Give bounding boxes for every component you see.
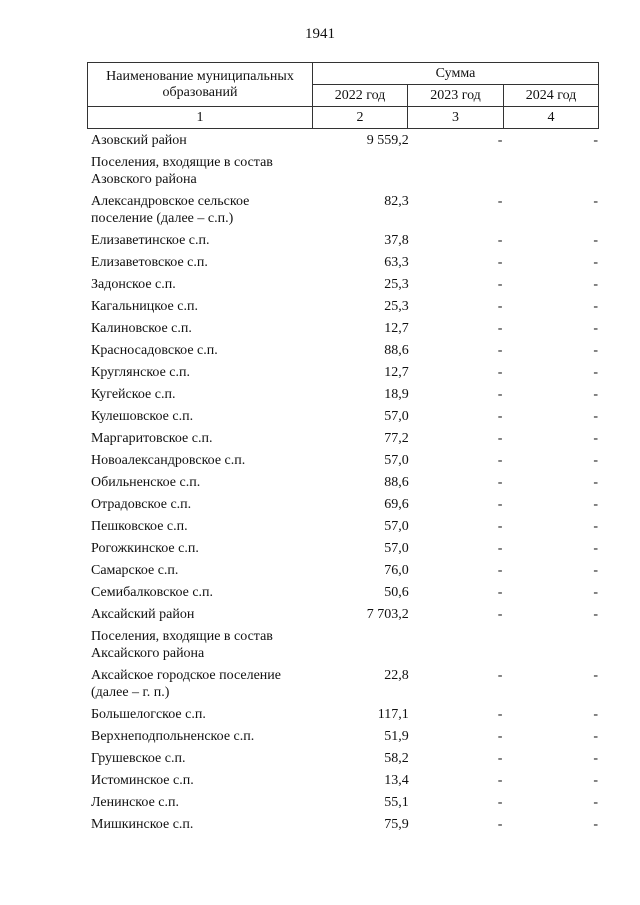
row-value-2023: - xyxy=(497,255,503,270)
table-row xyxy=(87,728,598,745)
row-value-2022: 88,6 xyxy=(384,475,409,490)
table-row xyxy=(87,667,598,701)
row-value-2022: 69,6 xyxy=(384,497,409,512)
row-value-2023: - xyxy=(497,133,503,148)
header-year-2024: 2024 год xyxy=(504,85,599,107)
table-row xyxy=(87,496,598,513)
row-value-2024: - xyxy=(593,233,598,248)
row-name: Поселения, входящие в состав Азовского района xyxy=(91,155,273,187)
table-row xyxy=(87,132,598,149)
row-name: Отрадовское с.п. xyxy=(91,497,192,512)
row-value-2023: - xyxy=(497,387,503,402)
row-value-2022: 57,0 xyxy=(384,541,409,556)
table-row xyxy=(87,794,598,811)
row-name: Верхнеподпольненское с.п. xyxy=(91,729,255,744)
row-value-2022: 57,0 xyxy=(384,409,409,424)
table-row xyxy=(87,562,598,579)
row-name: Поселения, входящие в состав Аксайского района xyxy=(91,629,273,661)
row-name: Аксайское городское поселение (далее – г. п.) xyxy=(91,668,281,700)
header-col-num-4: 4 xyxy=(504,107,599,129)
row-value-2024: - xyxy=(593,795,598,810)
header-name-column: Наименование муниципальных образований xyxy=(88,63,313,107)
table-row xyxy=(87,606,598,623)
row-value-2022: 76,0 xyxy=(384,563,409,578)
row-value-2022: 18,9 xyxy=(384,387,409,402)
row-value-2022: 117,1 xyxy=(377,707,409,722)
row-value-2022: 37,8 xyxy=(384,233,409,248)
row-value-2024: - xyxy=(593,299,598,314)
row-value-2023: - xyxy=(497,233,503,248)
row-value-2023: - xyxy=(497,409,503,424)
row-value-2022: 55,1 xyxy=(384,795,409,810)
row-name: Ленинское с.п. xyxy=(91,795,179,810)
table-row xyxy=(87,408,598,425)
row-value-2024: - xyxy=(593,729,598,744)
row-name: Истоминское с.п. xyxy=(91,773,194,788)
row-value-2024: - xyxy=(593,453,598,468)
row-value-2024: - xyxy=(593,475,598,490)
table-row xyxy=(87,254,598,271)
header-col-num-1: 1 xyxy=(88,107,313,129)
header-year-2023: 2023 год xyxy=(408,85,504,107)
row-value-2024: - xyxy=(593,668,598,683)
table-row xyxy=(87,298,598,315)
row-value-2023: - xyxy=(497,707,503,722)
row-value-2023: - xyxy=(497,751,503,766)
table-row xyxy=(87,816,598,833)
row-value-2023: - xyxy=(497,563,503,578)
row-value-2023: - xyxy=(497,299,503,314)
row-value-2023: - xyxy=(497,343,503,358)
row-value-2022: 12,7 xyxy=(384,365,409,380)
row-value-2023: - xyxy=(497,607,503,622)
row-value-2022: 58,2 xyxy=(384,751,409,766)
row-value-2022: 77,2 xyxy=(384,431,409,446)
row-value-2023: - xyxy=(497,194,503,209)
row-value-2022: 57,0 xyxy=(384,519,409,534)
table-row xyxy=(87,430,598,447)
table-row xyxy=(87,772,598,789)
row-value-2024: - xyxy=(593,409,598,424)
row-value-2022: 25,3 xyxy=(384,277,409,292)
row-value-2024: - xyxy=(593,817,598,832)
row-value-2024: - xyxy=(593,541,598,556)
table-row xyxy=(87,320,598,337)
row-name: Елизаветовское с.п. xyxy=(91,255,208,270)
row-value-2022: 88,6 xyxy=(384,343,409,358)
table-row xyxy=(87,518,598,535)
row-name: Обильненское с.п. xyxy=(91,475,201,490)
row-value-2023: - xyxy=(497,817,503,832)
table-row xyxy=(87,364,598,381)
row-value-2024: - xyxy=(593,707,598,722)
row-name: Калиновское с.п. xyxy=(91,321,192,336)
header-sum-column: Сумма xyxy=(313,63,599,85)
row-name: Пешковское с.п. xyxy=(91,519,188,534)
row-name: Круглянское с.п. xyxy=(91,365,190,380)
table-row xyxy=(87,750,598,767)
table-row xyxy=(87,193,598,227)
row-value-2023: - xyxy=(497,795,503,810)
row-value-2022: 22,8 xyxy=(384,668,409,683)
row-value-2023: - xyxy=(497,541,503,556)
row-name: Елизаветинское с.п. xyxy=(91,233,210,248)
row-name: Грушевское с.п. xyxy=(91,751,186,766)
row-name: Самарское с.п. xyxy=(91,563,179,578)
row-value-2023: - xyxy=(497,475,503,490)
row-value-2023: - xyxy=(497,365,503,380)
row-name: Кулешовское с.п. xyxy=(91,409,194,424)
row-name: Маргаритовское с.п. xyxy=(91,431,213,446)
table-body xyxy=(87,132,598,838)
row-value-2024: - xyxy=(593,133,598,148)
row-value-2022: 82,3 xyxy=(384,194,409,209)
row-value-2023: - xyxy=(497,321,503,336)
row-value-2024: - xyxy=(593,321,598,336)
table-row xyxy=(87,584,598,601)
row-value-2023: - xyxy=(497,497,503,512)
table-row xyxy=(87,232,598,249)
row-value-2024: - xyxy=(593,365,598,380)
page-number: 1941 xyxy=(305,26,335,42)
table-row xyxy=(87,540,598,557)
row-name: Азовский район xyxy=(91,133,187,148)
row-name: Кугейское с.п. xyxy=(91,387,176,402)
row-value-2024: - xyxy=(593,277,598,292)
row-value-2024: - xyxy=(593,563,598,578)
row-name: Мишкинское с.п. xyxy=(91,817,194,832)
table-row xyxy=(87,474,598,491)
header-year-2022: 2022 год xyxy=(313,85,408,107)
row-name: Аксайский район xyxy=(91,607,195,622)
row-value-2022: 50,6 xyxy=(384,585,409,600)
row-value-2024: - xyxy=(593,585,598,600)
row-name: Новоалександровское с.п. xyxy=(91,453,246,468)
row-value-2024: - xyxy=(593,431,598,446)
row-value-2024: - xyxy=(593,607,598,622)
row-value-2023: - xyxy=(497,585,503,600)
row-name: Задонское с.п. xyxy=(91,277,176,292)
row-name: Кагальницкое с.п. xyxy=(91,299,198,314)
table-header xyxy=(87,62,599,129)
row-value-2022: 57,0 xyxy=(384,453,409,468)
row-value-2023: - xyxy=(497,431,503,446)
table-row xyxy=(87,342,598,359)
table-row xyxy=(87,154,598,188)
row-value-2023: - xyxy=(497,668,503,683)
row-value-2022: 13,4 xyxy=(384,773,409,788)
row-name: Семибалковское с.п. xyxy=(91,585,214,600)
row-value-2023: - xyxy=(497,729,503,744)
row-value-2022: 25,3 xyxy=(384,299,409,314)
header-col-num-2: 2 xyxy=(313,107,408,129)
row-value-2023: - xyxy=(497,453,503,468)
row-value-2024: - xyxy=(593,751,598,766)
table-row xyxy=(87,386,598,403)
table-row xyxy=(87,628,598,662)
row-value-2023: - xyxy=(497,773,503,788)
row-value-2022: 7 703,2 xyxy=(366,607,409,622)
row-value-2022: 75,9 xyxy=(384,817,409,832)
row-value-2024: - xyxy=(593,387,598,402)
row-value-2022: 9 559,2 xyxy=(366,133,409,148)
row-value-2024: - xyxy=(593,773,598,788)
row-value-2024: - xyxy=(593,343,598,358)
row-value-2024: - xyxy=(593,255,598,270)
row-value-2022: 51,9 xyxy=(384,729,409,744)
row-name: Рогожкинское с.п. xyxy=(91,541,199,556)
row-value-2024: - xyxy=(593,497,598,512)
row-name: Александровское сельское поселение (далее – с.п.) xyxy=(91,194,250,226)
row-value-2024: - xyxy=(593,519,598,534)
table-row xyxy=(87,276,598,293)
row-value-2023: - xyxy=(497,277,503,292)
table-row xyxy=(87,452,598,469)
row-value-2022: 12,7 xyxy=(384,321,409,336)
row-name: Большелогское с.п. xyxy=(91,707,206,722)
table-row xyxy=(87,706,598,723)
header-col-num-3: 3 xyxy=(408,107,504,129)
row-name: Красносадовское с.п. xyxy=(91,343,218,358)
row-value-2023: - xyxy=(497,519,503,534)
row-value-2022: 63,3 xyxy=(384,255,409,270)
row-value-2024: - xyxy=(593,194,598,209)
